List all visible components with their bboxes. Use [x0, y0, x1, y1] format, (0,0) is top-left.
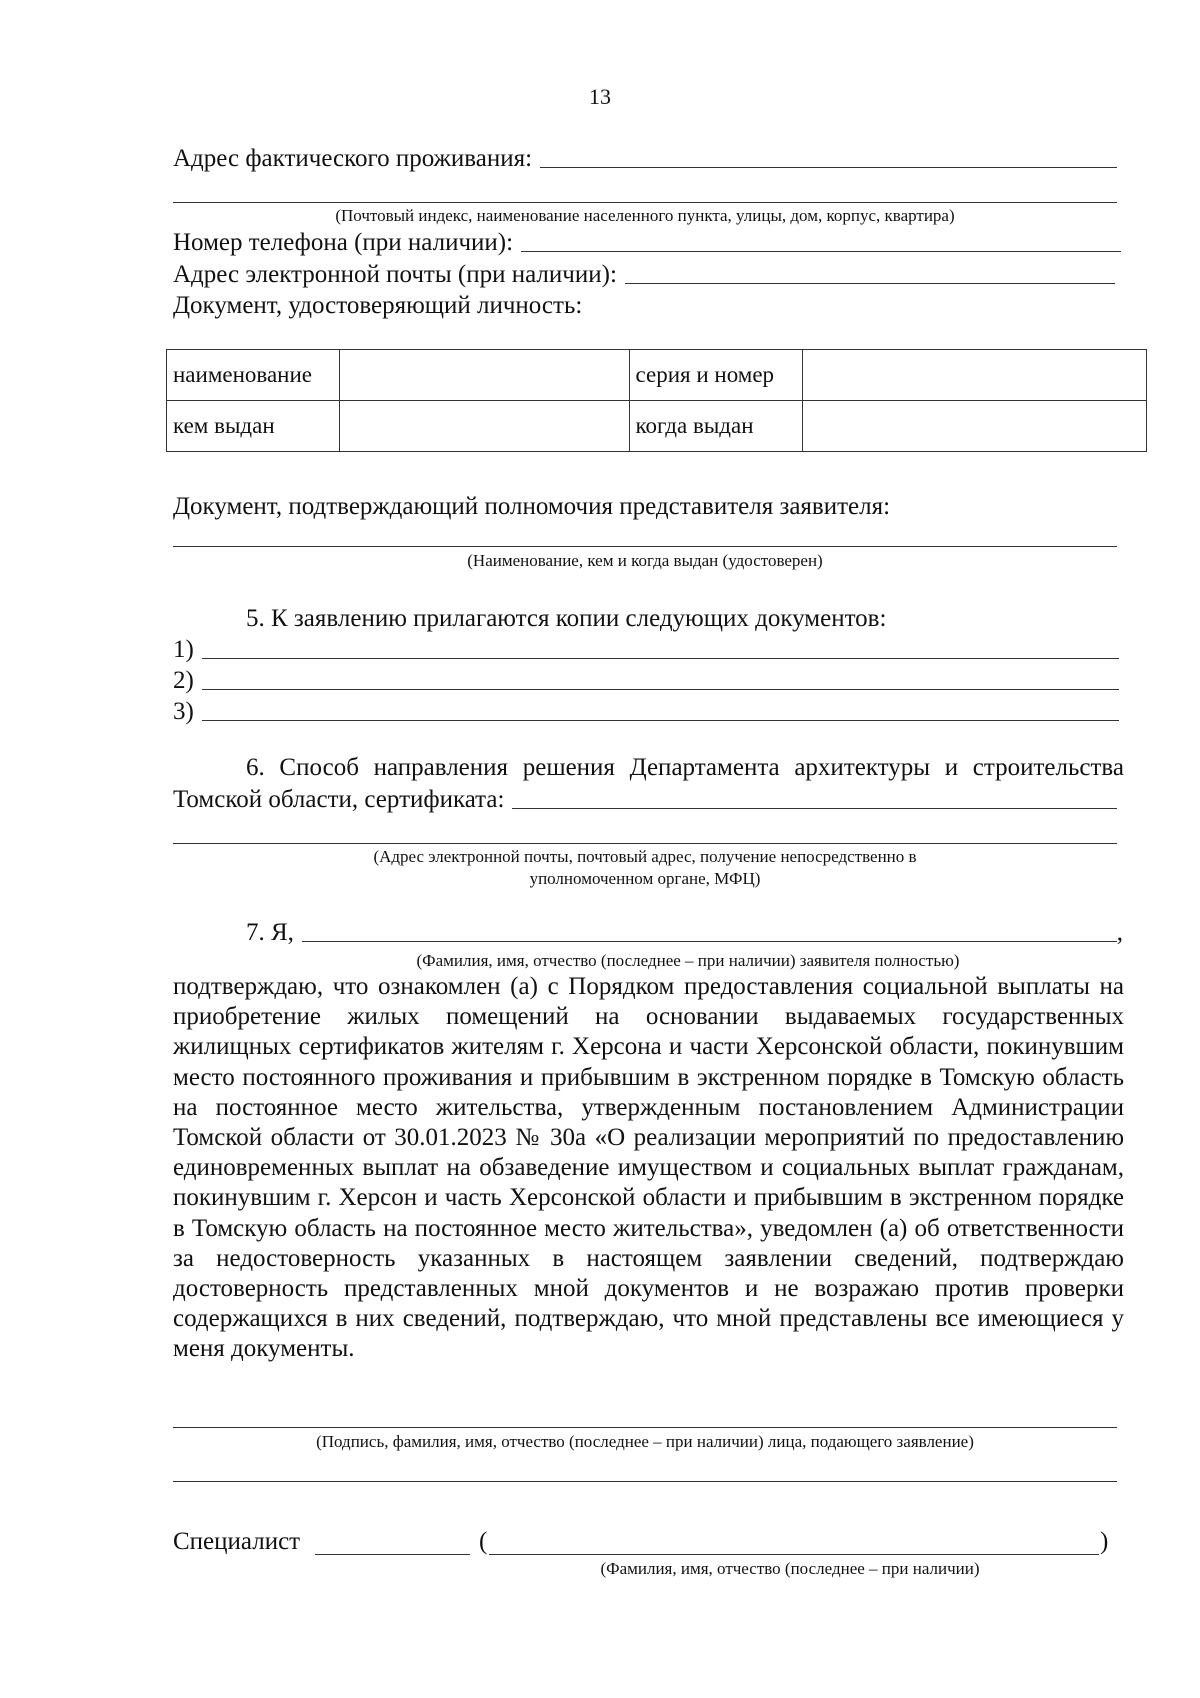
applicant-name-input-line[interactable]: [302, 941, 1117, 942]
section5-heading: 5. К заявлению прилагаются копии следующих документов:: [246, 605, 887, 632]
id-document-label: Документ, удостоверяющий личность:: [173, 292, 583, 319]
table-cell-issuer-value[interactable]: [339, 401, 629, 452]
specialist-caption: (Фамилия, имя, отчество (последнее – при наличии): [600, 1559, 980, 1578]
phone-input-line[interactable]: [521, 251, 1121, 252]
specialist-signature-line[interactable]: [315, 1554, 470, 1555]
email-row: [173, 260, 1115, 290]
table-cell-date-label: когда выдан: [629, 401, 803, 452]
section6-line1: 6. Способ направления решения Департамента архитектуры и строительства: [246, 754, 1124, 781]
section6-row: [173, 785, 1117, 815]
address-row: [173, 144, 1117, 174]
table-cell-name-value[interactable]: [339, 350, 629, 401]
delivery-method-input-line[interactable]: [512, 808, 1117, 809]
phone-label: Номер телефона (при наличии):: [173, 229, 514, 256]
delivery-method-input-line-2[interactable]: [173, 843, 1117, 844]
attachment-item-number: 2): [173, 667, 194, 694]
table-cell-series-label: серия и номер: [629, 350, 803, 401]
address-input-line[interactable]: [540, 167, 1117, 168]
address-caption: (Почтовый индекс, наименование населенного пункта, улицы, дом, корпус, квартира): [335, 206, 955, 225]
page-number: 13: [589, 84, 611, 109]
rep-document-caption: (Наименование, кем и когда выдан (удостоверен): [467, 551, 823, 570]
signature-input-line[interactable]: [173, 1427, 1117, 1428]
section7-lead: 7. Я,: [246, 919, 294, 946]
table-row: [167, 401, 1147, 452]
address-input-line-2[interactable]: [173, 202, 1117, 203]
attachment-item-2: [173, 666, 1119, 696]
section6-caption-line2: уполномоченном органе, МФЦ): [529, 869, 761, 888]
phone-row: [173, 228, 1121, 258]
rep-document-label: Документ, подтверждающий полномочия представителя заявителя:: [173, 493, 891, 520]
attachment-input-line[interactable]: [202, 689, 1119, 690]
section7-trail: ,: [1116, 919, 1123, 946]
attachment-input-line[interactable]: [202, 720, 1119, 721]
section7-body: [173, 972, 1124, 1365]
specialist-close-paren: ): [1100, 1528, 1109, 1555]
specialist-name-line[interactable]: [489, 1554, 1099, 1555]
email-input-line[interactable]: [625, 283, 1115, 284]
attachment-item-number: 3): [173, 698, 194, 725]
signature-caption: (Подпись, фамилия, имя, отчество (последнее – при наличии) лица, подающего заявление): [316, 1432, 974, 1451]
table-cell-date-value[interactable]: [803, 401, 1147, 452]
signature-input-line-2[interactable]: [173, 1481, 1117, 1482]
section6-caption-line1: (Адрес электронной почты, почтовый адрес, получение непосредственно в: [373, 847, 917, 866]
section7-row: [246, 918, 1123, 948]
id-document-table: [166, 349, 1147, 452]
rep-document-input-line[interactable]: [173, 546, 1117, 547]
specialist-open-paren: (: [479, 1528, 488, 1555]
attachment-item-1: [173, 635, 1119, 665]
section7-body-text: подтверждаю, что ознакомлен (а) с Порядком предоставления социальной выплаты на приобретение жилых помещений на основании выдаваемых государственных жилищных сертификатов жителям г. Херсона и части Херсонской области, покинувшим место постоянного проживания и прибывшим в экстренном порядке в Томскую область на постоянное место жительства, утвержденным постановлением Администрации Томской области от 30.01.2023 № 30а «О реализации мероприятий по предоставлению единовременных выплат на обзаведение имуществом и социальных выплат гражданам, покинувшим г. Херсон и часть Херсонской области и прибывшим в экстренном порядке в Томскую область на постоянное место жительства», уведомлен (а) об ответственности за недостоверность указанных в настоящем заявлении сведений, подтверждаю достоверность представленных мной документов и не возражаю против проверки содержащихся в них сведений, подтверждаю, что мной представлены все имеющиеся у меня документы.: [173, 973, 1124, 1363]
attachment-item-number: 1): [173, 636, 194, 663]
specialist-label: Специалист: [173, 1528, 301, 1555]
section6-line2: Томской области, сертификата:: [173, 786, 505, 813]
address-label: Адрес фактического проживания:: [173, 145, 533, 172]
table-row: [167, 350, 1147, 401]
attachment-input-line[interactable]: [202, 658, 1119, 659]
table-cell-series-value[interactable]: [803, 350, 1147, 401]
table-cell-issuer-label: кем выдан: [167, 401, 340, 452]
section7-caption: (Фамилия, имя, отчество (последнее – при наличии) заявителя полностью): [416, 951, 960, 970]
table-cell-name-label: наименование: [167, 350, 340, 401]
attachment-item-3: [173, 697, 1119, 727]
email-label: Адрес электронной почты (при наличии):: [173, 261, 617, 288]
